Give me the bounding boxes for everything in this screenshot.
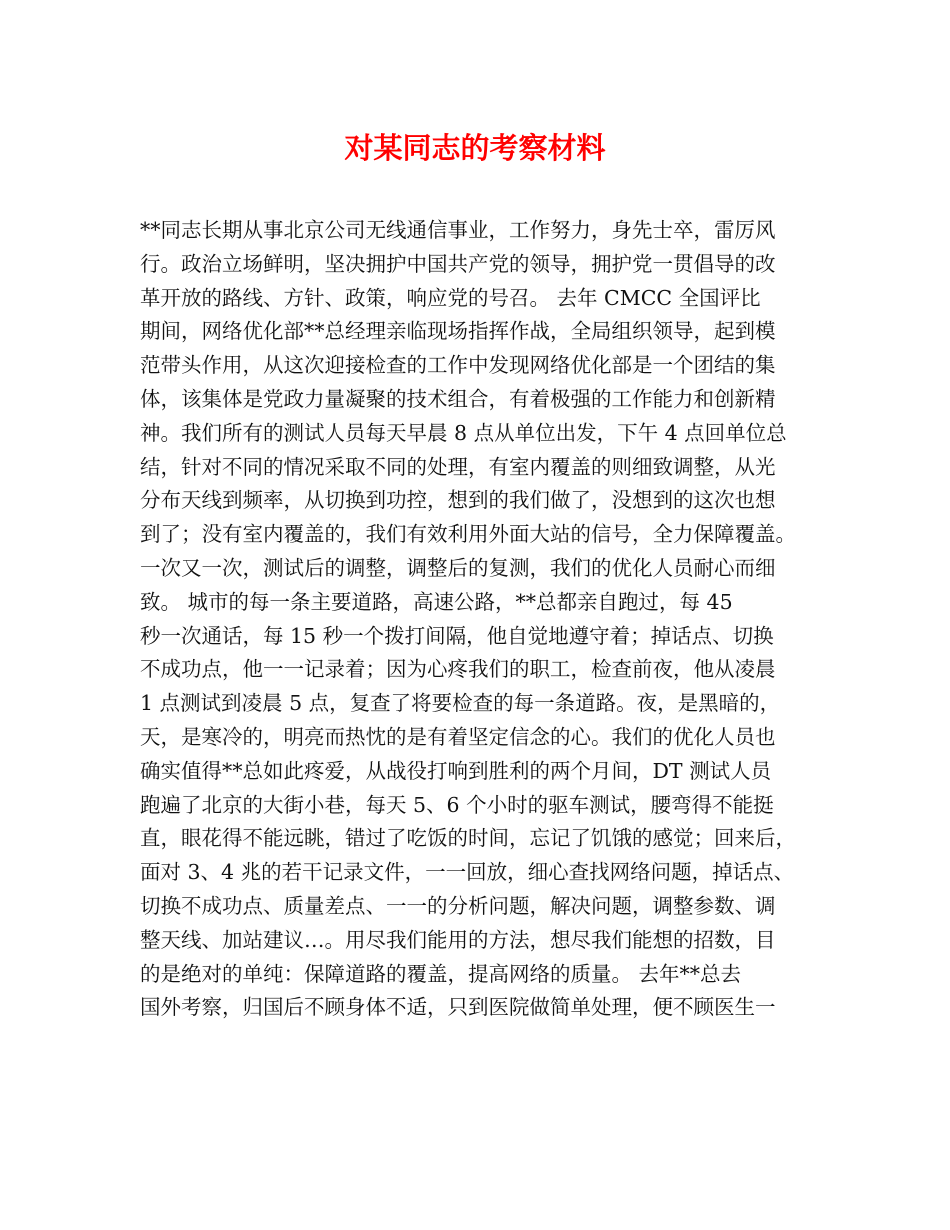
body-line: 分布天线到频率，从切换到功控，想到的我们做了，没想到的这次也想 [140,488,776,513]
body-line: 一次又一次，测试后的调整，调整后的复测，我们的优化人员耐心而细 [140,555,776,580]
body-line: 确实值得**总如此疼爱，从战役打响到胜利的两个月间，DT 测试人员 [140,758,772,783]
body-line: 面对 3、4 兆的若干记录文件，一一回放，细心查找网络问题，掉话点、 [140,860,795,885]
body-line: 切换不成功点、质量差点、一一的分析问题，解决问题，调整参数、调 [140,893,776,918]
body-line: 行。政治立场鲜明，坚决拥护中国共产党的领导，拥护党一贯倡导的改 [140,251,776,276]
body-line: 国外考察，归国后不顾身体不适，只到医院做简单处理，便不顾医生一 [140,995,776,1020]
body-line: 的是绝对的单纯：保障道路的覆盖，提高网络的质量。 去年**总去 [140,961,742,986]
body-line: 范带头作用，从这次迎接检查的工作中发现网络优化部是一个团结的集 [140,353,776,378]
body-line: 不成功点，他一一记录着；因为心疼我们的职工，检查前夜，他从凌晨 [140,657,776,682]
body-line: 革开放的路线、方针、政策，响应党的号召。 去年 CMCC 全国评比 [140,285,761,310]
body-line: 结，针对不同的情况采取不同的处理，有室内覆盖的则细致调整，从光 [140,454,776,479]
body-line: 1 点测试到凌晨 5 点，复查了将要检查的每一条道路。夜，是黑暗的， [140,691,781,716]
body-line: 体，该集体是党政力量凝聚的技术组合，有着极强的工作能力和创新精 [140,386,776,411]
body-line: **同志长期从事北京公司无线通信事业，工作努力，身先士卒，雷厉风 [140,218,776,242]
body-line: 直，眼花得不能远眺，错过了吃饭的时间，忘记了饥饿的感觉；回来后， [140,826,796,851]
body-line: 跑遍了北京的大街小巷，每天 5、6 个小时的驱车测试，腰弯得不能挺 [140,792,774,817]
body-line: 天，是寒冷的，明亮而热忱的是有着坚定信念的心。我们的优化人员也 [140,724,776,749]
body-line: 致。 城市的每一条主要道路，高速公路，**总都亲自跑过，每 45 [140,589,733,614]
body-line: 整天线、加站建议…。用尽我们能用的方法，想尽我们能想的招数，目 [140,927,776,952]
body-line: 秒一次通话，每 15 秒一个拨打间隔，他自觉地遵守着；掉话点、切换 [140,623,774,648]
body-line: 到了；没有室内覆盖的，我们有效利用外面大站的信号，全力保障覆盖。 [140,522,796,547]
document-title: 对某同志的考察材料 [344,131,606,165]
body-line: 期间，网络优化部**总经理亲临现场指挥作战，全局组织领导，起到模 [140,319,776,344]
body-line: 神。我们所有的测试人员每天早晨 8 点从单位出发，下午 4 点回单位总 [140,420,787,445]
document-body [140,214,840,1025]
